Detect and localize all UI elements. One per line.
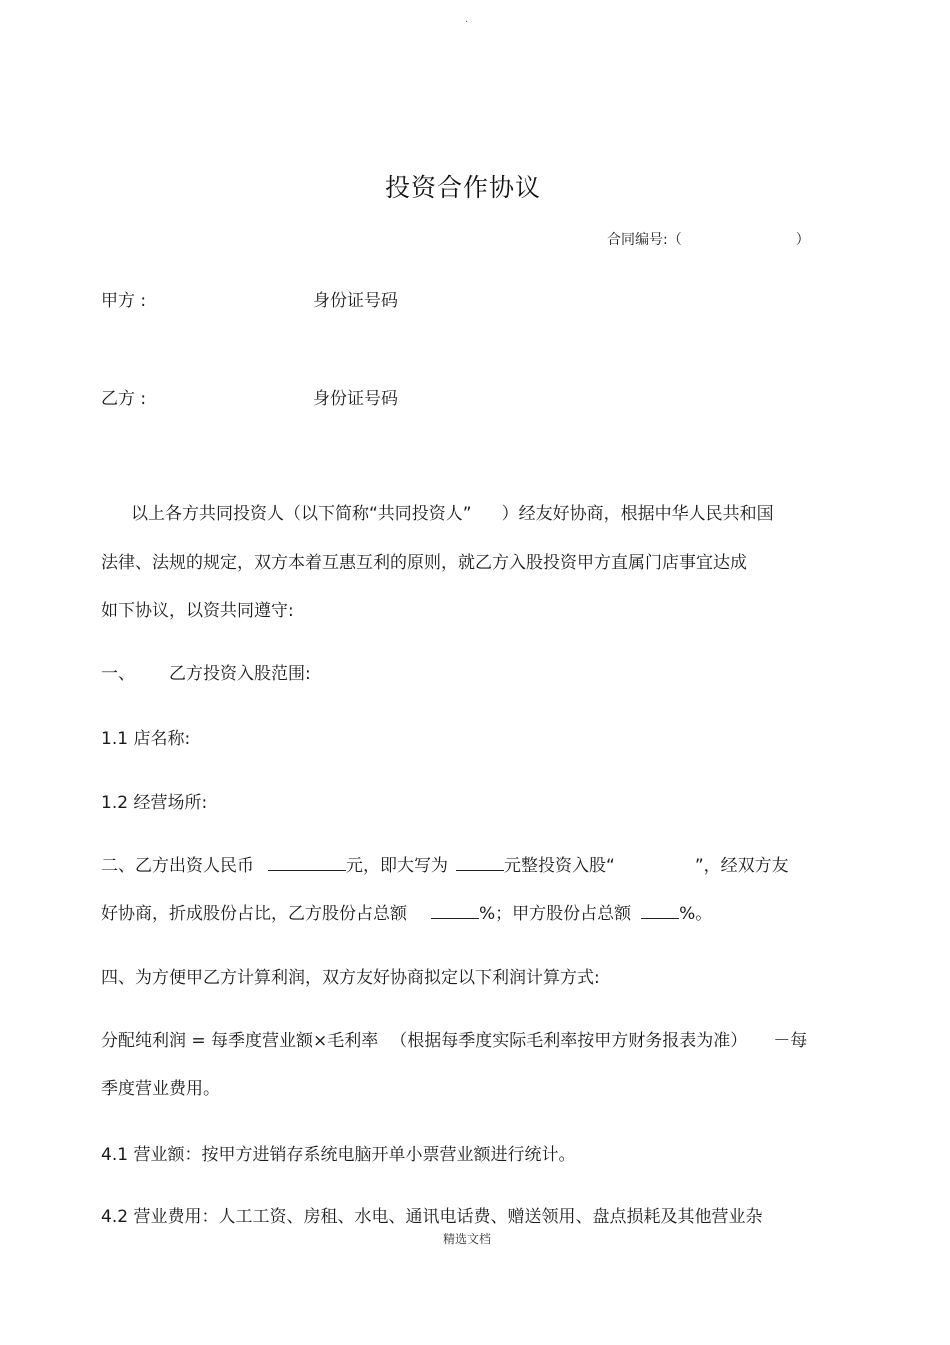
party-b-label: 乙方 : <box>101 389 147 409</box>
intro-line-1a: 以上各方共同投资人（以下简称“共同投资人” <box>131 504 472 524</box>
section-2-text-d: ”，经双方友 <box>694 856 789 876</box>
formula-text-b: （根据每季度实际毛利率按甲方财务报表为准） <box>390 1031 748 1051</box>
amount-uppercase-blank <box>456 853 504 871</box>
section-2-line-2 <box>101 899 712 924</box>
section-2-line-1 <box>101 851 789 876</box>
section-2-line-2-text-b: %；甲方股份占总额 <box>479 904 632 924</box>
contract-number-close: ） <box>795 232 810 248</box>
item-4-1: 4.1 营业额：按甲方进销存系统电脑开单小票营业额进行统计。 <box>101 1145 576 1165</box>
section-2-line-2-text-a: 好协商，折成股份占比，乙方股份占总额 <box>101 904 407 924</box>
party-b-id-label: 身份证号码 <box>313 389 398 409</box>
section-4-heading: 四、为方便甲乙方计算利润，双方友好协商拟定以下利润计算方式: <box>101 968 600 988</box>
party-a-share-blank <box>641 901 679 919</box>
item-1-1: 1.1 店名称: <box>101 729 191 749</box>
section-1-heading: 乙方投资入股范围: <box>169 664 311 684</box>
section-1-number: 一、 <box>101 664 135 684</box>
section-2-text-a: 二、乙方出资人民币 <box>101 856 254 876</box>
formula-text-c: －每 <box>773 1031 808 1051</box>
top-dot: . <box>465 14 469 25</box>
section-2-text-c: 元整投资入股“ <box>504 856 615 876</box>
page-footer: 精选文档 <box>442 1232 491 1246</box>
intro-line-3: 如下协议，以资共同遵守: <box>101 601 294 621</box>
party-a-label: 甲方 : <box>101 291 147 311</box>
intro-line-1b: ）经友好协商，根据中华人民共和国 <box>501 504 774 524</box>
formula-line-1 <box>101 1026 807 1051</box>
item-4-2: 4.2 营业费用：人工工资、房租、水电、通讯电话费、赠送领用、盘点损耗及其他营业杂 <box>101 1207 763 1227</box>
document-title: 投资合作协议 <box>384 173 541 202</box>
intro-line-1 <box>131 499 774 524</box>
formula-text-a: 分配纯利润 = 每季度营业额×毛利率 <box>101 1031 379 1051</box>
party-a-id-label: 身份证号码 <box>313 291 398 311</box>
party-b-share-blank <box>431 901 479 919</box>
formula-line-2: 季度营业费用。 <box>101 1079 220 1099</box>
contract-number <box>607 229 810 249</box>
contract-number-label: 合同编号:（ <box>607 232 682 248</box>
intro-line-2: 法律、法规的规定，双方本着互惠互利的原则，就乙方入股投资甲方直属门店事宜达成 <box>101 553 747 573</box>
item-1-2: 1.2 经营场所: <box>101 793 208 813</box>
section-2-line-2-text-c: %。 <box>679 904 713 924</box>
section-2-text-b: 元，即大写为 <box>346 856 448 876</box>
amount-blank <box>268 853 346 871</box>
